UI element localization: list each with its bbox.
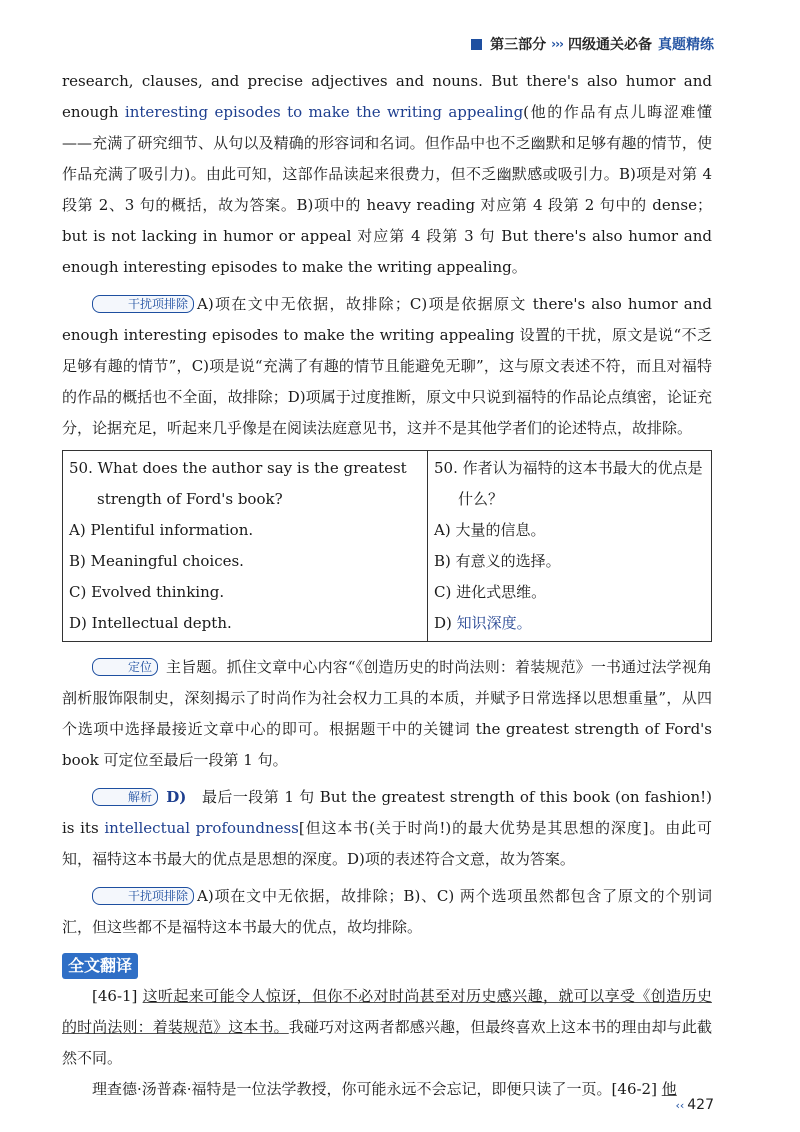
distract1-tag: 干扰项排除 <box>92 295 194 313</box>
q-cn-option-b: B) 有意义的选择。 <box>434 552 561 570</box>
translation-p2-tail: 他 <box>661 1080 677 1098</box>
analysis-text1: 最后一段第 1 句 But the greatest strength of this book (on fashion!) is its <box>62 788 712 837</box>
page-number: 427 <box>687 1097 714 1113</box>
translation-p1-rest: 我碰巧对这两者都感兴趣，但最终喜欢上这本书的理由却与此截然不同。 <box>62 1018 712 1067</box>
translation-p2-ref: [46-2] <box>611 1080 657 1098</box>
q-cn-option-a: A) 大量的信息。 <box>434 521 546 539</box>
question-table <box>62 450 712 642</box>
q-cn-stem2: 什么？ <box>458 490 504 508</box>
locate-tag: 定位 <box>92 658 158 676</box>
para1-line1: research, clauses, and precise adjectives and nouns. But there's also humor and enough <box>62 72 712 121</box>
q-en-option-a: A) Plentiful information. <box>69 521 254 539</box>
running-header <box>471 34 714 54</box>
analysis <box>62 782 712 875</box>
translation-p1-ref: [46-1] <box>92 987 138 1005</box>
q-en-option-c: C) Evolved thinking. <box>69 583 225 601</box>
analysis-quote-en: intellectual profoundness <box>104 819 299 837</box>
distract1-text: A)项在文中无依据，故排除；C)项是依据原文 there's also humor and enough interesting episodes to make the writing appealing 设置的干扰，原文是说“不乏足够有趣的情节”，C)项是说“充满了有趣的情节且能避免无聊”，这与原文表述不符，而且对福特的作品的概括也不全面，故排除；D)项属于过度推断，原文中只说到福特的作品论点缜密，论证充分，论据充足，听起来几乎像是在阅读法庭意见书，这并不是其他学者们的论述特点，故排除。 <box>62 295 712 437</box>
translation-p2 <box>62 1074 712 1105</box>
square-bullet-icon <box>471 39 482 50</box>
q-cn-answer: 知识深度。 <box>456 614 532 632</box>
triple-chevron-icon: ››› <box>551 37 563 51</box>
locate-text: 主旨题。抓住文章中心内容“《创造历史的时尚法则：着装规范》一书通过法学视角剖析服饰限制史，深刻揭示了时尚作为社会权力工具的本质，并赋予日常选择以思想重量”，从四个选项中选择最接近文章中心的即可。根据题干中的关键词 the greatest strength of Ford's book 可定位至最后一段第 1 句。 <box>62 658 712 769</box>
q-en-option-b: B) Meaningful choices. <box>69 552 244 570</box>
analysis-answer: D) <box>166 788 187 806</box>
q-cn-option-c: C) 进化式思维。 <box>434 583 547 601</box>
locate <box>62 652 712 776</box>
q-cn-stem1: 50. 作者认为福特的这本书最大的优点是 <box>434 459 703 477</box>
question-en <box>63 451 428 642</box>
translation-title: 全文翻译 <box>62 953 138 979</box>
q-en-option-d: D) Intellectual depth. <box>69 614 232 632</box>
analysis-text2: [但这本书(关于时尚!)的最大优势是其思想的深度]。由此可知，福特这本书最大的优点是思想的深度。D)项的表述符合文意，故为答案。 <box>62 819 712 868</box>
distract2-text: A)项在文中无依据，故排除；B)、C) 两个选项虽然都包含了原文的个别词汇，但这些都不是福特这本书最大的优点，故均排除。 <box>62 887 712 936</box>
header-title: 四级通关必备 <box>568 37 652 53</box>
para1 <box>62 66 712 283</box>
distract2 <box>62 881 712 943</box>
para1-quote-en: interesting episodes to make the writing appealing <box>124 103 524 121</box>
distract2-tag: 干扰项排除 <box>92 887 194 905</box>
double-chevron-left-icon: ‹‹ <box>675 1099 685 1112</box>
analysis-tag: 解析 <box>92 788 158 806</box>
q-en-stem1: 50. What does the author say is the greatest <box>69 459 407 477</box>
q-en-stem2: strength of Ford's book? <box>97 490 283 508</box>
page-body <box>62 66 712 1105</box>
header-part: 第三部分 <box>490 37 547 53</box>
para1-cn: (他的作品有点儿晦涩难懂——充满了研究细节、从句以及精确的形容词和名词。但作品中也不乏幽默和足够有趣的情节，使作品充满了吸引力)。由此可知，这部作品读起来很费力，但不乏幽默感或吸引力。B)项是对第 4 段第 2、3 句的概括，故为答案。B)项中的 heavy reading 对应第 4 段第 2 句中的 dense；but is not lacking in humor or appeal 对应第 4 段第 3 句 But there's also humor and enough interesting episodes to make the writing appealing。 <box>62 103 712 276</box>
translation-p2-text: 理查德·汤普森·福特是一位法学教授，你可能永远不会忘记，即便只读了一页。 <box>92 1080 612 1098</box>
translation-p1-underlined: 这听起来可能令人惊讶，但你不必对时尚甚至对历史感兴趣，就可以享受《创造历史的时尚法则：着装规范》这本书。 <box>62 987 712 1036</box>
header-accent: 真题精练 <box>658 37 714 53</box>
question-cn <box>428 451 712 642</box>
translation-p1 <box>62 981 712 1074</box>
page-footer <box>675 1097 714 1113</box>
distract1 <box>62 289 712 444</box>
q-cn-option-d: D) 知识深度。 <box>434 614 532 632</box>
